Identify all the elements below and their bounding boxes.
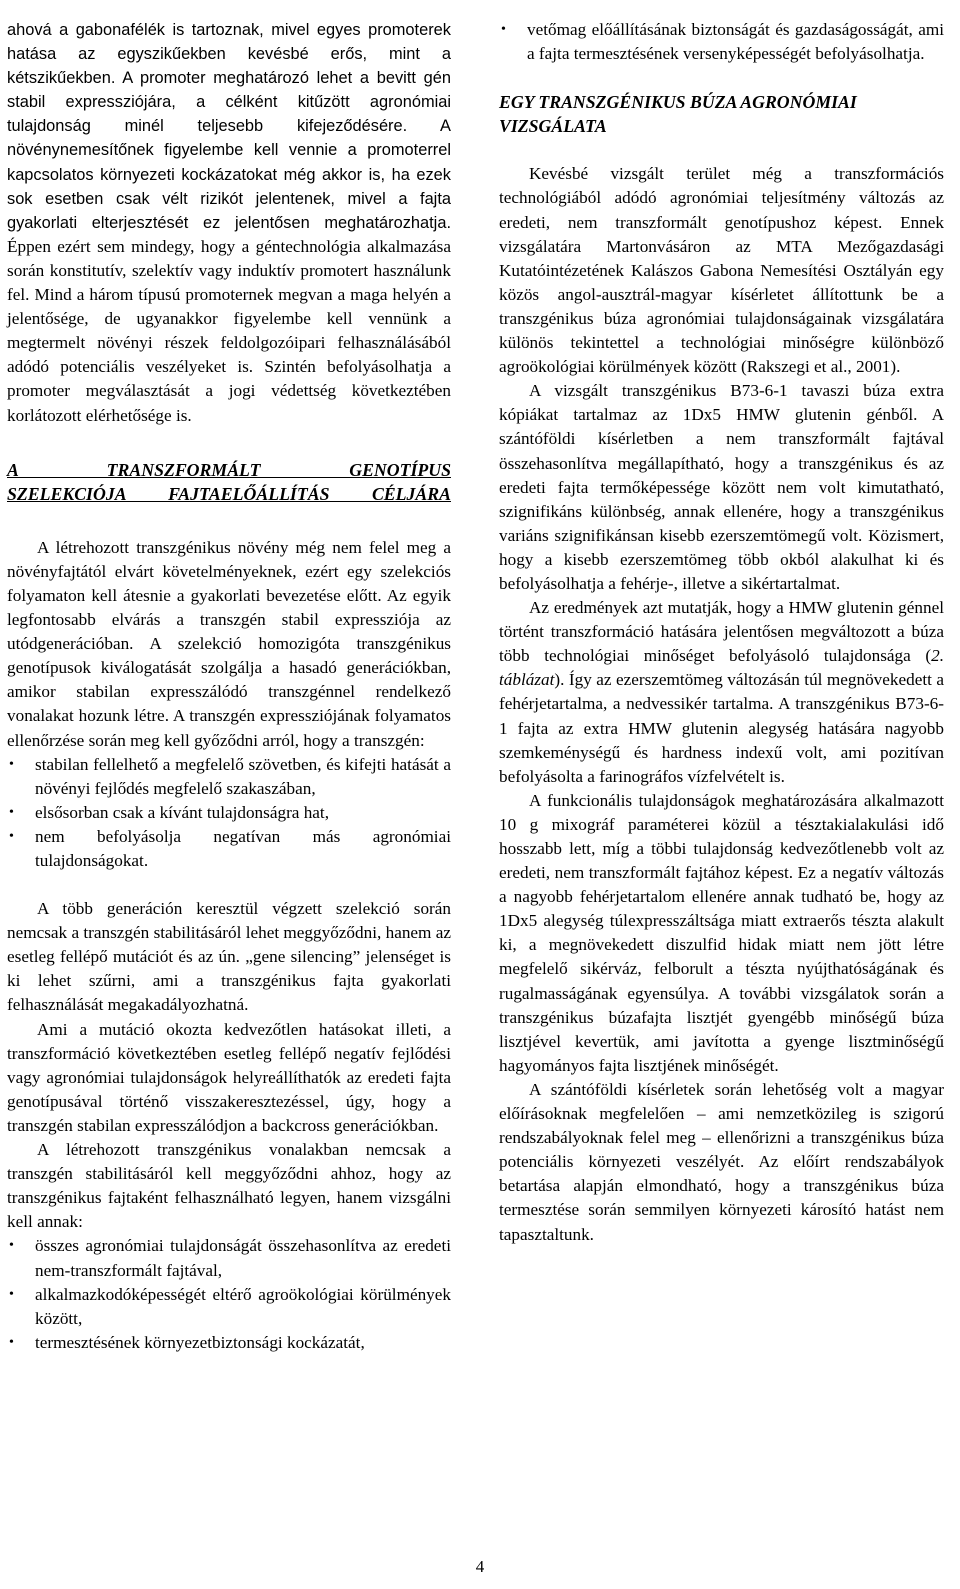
bullet-icon: • bbox=[501, 22, 506, 37]
page-number: 4 bbox=[475, 1557, 485, 1576]
evaluation-paragraph: A létrehozott transzgénikus vonalakban nemcsak a transzgén stabilitásáról kell meggyőződni ahhoz, hogy az transzgénikus fajtaként felhasználható legyen, hanem vizsgálni kell annak: bbox=[7, 1140, 451, 1232]
bullet-list-transgene bbox=[7, 753, 451, 873]
section-heading-wheat bbox=[499, 90, 944, 138]
generation-paragraph: A több generáción keresztül végzett szelekció során nemcsak a transzgén stabilitásáról lehet meggyőződni, hanem az esetleg fellépő mutációt és az ún. „gene silencing” jelenséget is ki lehet szűrni, ami a transzgénikus fajta gyakorlati felhasználását megakadályozhatná. bbox=[7, 899, 451, 1015]
left-column bbox=[7, 18, 451, 1355]
intro-paragraph bbox=[7, 18, 451, 428]
list-item: • alkalmazkodóképességét eltérő agroökológiai körülmények között, bbox=[9, 1284, 451, 1328]
list-item: • nem befolyásolja negatívan más agronómiai tulajdonságokat. bbox=[9, 826, 451, 870]
bullet-icon: • bbox=[9, 828, 14, 844]
list-item: • elsősorban csak a kívánt tulajdonságra hat, bbox=[7, 801, 451, 825]
bullet-list-evaluation bbox=[7, 1234, 451, 1354]
heading-line-1: A TRANSZFORMÁLT GENOTÍPUS bbox=[7, 459, 451, 480]
b73-paragraph: A vizsgált transzgénikus B73-6-1 tavaszi búza extra kópiákat tartalmaz az 1Dx5 HMW glutenin génből. A szántóföldi kísérletben a nem transzformált fajtával összehasonlítva megállapítható, hogy a transzgénikus és az eredeti fajta termőképessége között nem volt kimutatható, szignifikáns különbség, annak ellenére, hogy a transzgénikus variáns szignifikánsan kisebb ezerszemtömegű volt. Közismert, hogy a kisebb ezerszemtömeg több okból alakulhat ki és befolyásolhatja a fehérje-, illetve a sikértartalmat. bbox=[499, 381, 944, 593]
intro-text-a: ahová a gabonafélék is tartoznak, mivel egyes promoterek hatása az egyszikűekben kevésbé erős, mint a kétszikűekben. A promoter meghatározó lehet a bevitt gén stabil expressziójára, a célként kitűzött agronómiai tulajdonság minél teljesebb kifejeződésére. bbox=[7, 21, 451, 136]
results-paragraph: Az eredmények azt mutatják, hogy a HMW glutenin génnel történt transzformáció hatására jelentősen megváltozott a búza több technológiai minőséget befolyásoló tulajdonsága (2. táblázat). Így az ezerszemtömeg változásán túl megnövekedett a fehérjetartalma, a nedvessikér tartalma. A transzgénikus B73-6-1 fajta az extra HMW glutenin alegység hatására nagyobb szemkeménységű és hardness indexű volt, ami pozitívan befolyásolta a farinográfos vízfelvételt is. bbox=[499, 598, 944, 786]
field-trial-paragraph: A szántóföldi kísérletek során lehetőség volt a magyar előírásoknak megfelelően – ami nemzetközileg is szigorú rendszabályoknak felel meg – ellenőrizni a transzgénikus búza potenciális környezeti veszélyét. Az előírt rendszabályok betartása alapján elmondható, hogy a transzgénikus búza termesztése során semmilyen környezeti károsító hatást nem tapasztaltunk. bbox=[499, 1079, 944, 1244]
table-reference: 2. táblázat bbox=[499, 646, 944, 690]
list-item: • stabilan fellelhető a megfelelő szövetben, és kifejti hatását a növényi fejlődés megfelelő szakaszában, bbox=[9, 754, 451, 798]
heading-line-1: EGY TRANSZGÉNIKUS BÚZA AGRONÓMIAI bbox=[499, 92, 857, 113]
mutation-paragraph: Ami a mutáció okozta kedvezőtlen hatásokat illeti, a transzformáció következtében esetleg fellépő negatív fejlődési vagy agronómiai tulajdonságok helyreállíthatók az eredeti fajta genotípusával történő visszakeresztezéssel, úgy, hogy a transzgén stabilan expresszálódjon a backcross generációkban. bbox=[7, 1019, 451, 1135]
heading-line-2: SZELEKCIÓJA FAJTAELŐÁLLÍTÁS CÉLJÁRA bbox=[7, 483, 451, 504]
list-item: • termesztésének környezetbiztonsági kockázatát, bbox=[7, 1331, 451, 1355]
intro-text-d: Mind a három típusú promoternek megvan a maga helyén a jelentősége, de ugyanakkor figyelembe kell vennünk a megtermelt növényi részek feldolgozóipari felhasználásából adódó potenciális veszélyeket is. Szintén befolyásolhatja a promoter megválasztását a jogi védettség következtében korlátozott elérhetősége is. bbox=[7, 285, 451, 425]
bullet-icon: • bbox=[9, 756, 14, 772]
bullet-icon: • bbox=[9, 1334, 14, 1350]
bullet-icon: • bbox=[9, 1238, 14, 1254]
heading-line-2: VIZSGÁLATA bbox=[499, 116, 607, 137]
intro-text-c: Éppen ezért sem mindegy, hogy a géntechnológia alkalmazása során konstitutív, szelektív vagy induktív promotert használunk fel. bbox=[7, 236, 451, 305]
mixograph-paragraph: A funkcionális tulajdonságok meghatározására alkalmazott 10 g mixográf paraméterei közül a tésztakialakulási idő hosszabb lett, míg a többi tulajdonság kedvezőtlenebb volt az eredeti, nem transzformált fajtához képest. Ez a negatív változás a nagyobb fehérjetartalom ellenére annak tudható be, hogy az 1Dx5 alegység túlexpresszáltsága miatt extraerős tészta alakult ki, a megnövekedett diszulfid hidak miatt nem jött létre megfelelő sikérváz, felborult a tészta nyújthatóságának és rugalmasságának egyensúlya. A további vizsgálatok során a transzgénikus búzafajta lisztjét gyengébb minőségű búza lisztjével kevertük, ami javította a gyenge lisztminőségű hagyományos fajta lisztjének minőségét. bbox=[499, 790, 944, 1075]
bullet-icon: • bbox=[9, 804, 14, 820]
list-item: • vetőmag előállításának biztonságát és gazdaságosságát, ami a fajta termesztésének versenyképességét befolyásolhatja. bbox=[501, 20, 944, 64]
right-column bbox=[499, 18, 944, 1247]
bullet-list-continued bbox=[499, 18, 944, 66]
section-heading-selection bbox=[7, 458, 451, 506]
wheat-intro-paragraph: Kevésbé vizsgált terület még a transzformációs technológiából adódó agronómiai teljesítmény változás az eredeti, nem transzformált genotípushoz képest. Ennek vizsgálatára Martonvásáron az MTA Mezőgazdasági Kutatóintézetének Kalászos Gabona Nemesítési Osztályán egy közös angol-ausztrál-magyar kísérletet állítottunk be a transzgénikus búza agronómiai tulajdonságainak vizsgálatára különös tekintettel a technológiai minőségre különböző agroökológiai körülmények között (Rakszegi et al., 2001). bbox=[499, 164, 944, 377]
selection-paragraph: A létrehozott transzgénikus növény még nem felel meg a növényfajtától elvárt követelményeknek, ezért egy szelekciós folyamaton kell átesnie a gyakorlati bevezetése előtt. Az egyik legfontosabb elvárás a transzgén stabil expressziója az utódgenerációban. A szelekció homozigóta transzgénikus genotípusok kiválogatását szolgálja a hasadó generációkban, amikor stabilan expresszálódó transzgénnel rendelkező vonalakat hozunk létre. A transzgén expressziójának folyamatos ellenőrzése során meg kell győződni arról, hogy a transzgén: bbox=[7, 537, 451, 750]
list-item: • összes agronómiai tulajdonságát összehasonlítva az eredeti nem-transzformált fajtával, bbox=[9, 1236, 451, 1280]
bullet-icon: • bbox=[9, 1286, 14, 1302]
intro-text-b: A növénynemesítőnek figyelembe kell vennie a promoterrel kapcsolatos környezeti kockázatokat még akkor is, ha ezek sok esetben csak vélt rizikót jelentenek, mivel a fajta gyakorlati elterjesztését ez jelentősen meghatározhatja. bbox=[7, 117, 451, 232]
